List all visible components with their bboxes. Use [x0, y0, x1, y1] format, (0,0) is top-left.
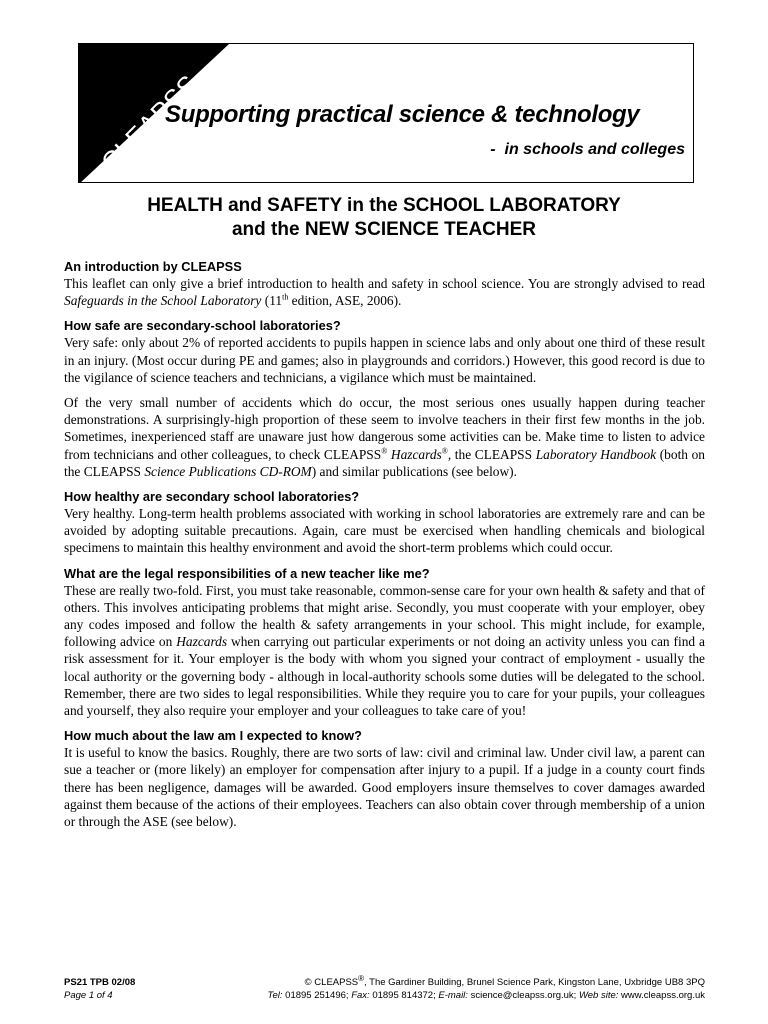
- subtagline: - in schools and colleges: [490, 141, 685, 158]
- footer-left: [64, 976, 135, 1002]
- footer-right: [267, 973, 705, 1002]
- section-heading: How much about the law am I expected to know?: [64, 728, 362, 744]
- document-code: PS21 TPB 02/08: [64, 977, 136, 988]
- section-heading: How safe are secondary-school laboratories?: [64, 318, 341, 334]
- paragraph: Of the very small number of accidents which do occur, the most serious ones usually happen during teacher demonstrations. A surprisingly-high proportion of these seem to involve teachers in their first few months in the job. Sometimes, inexperienced staff are unaware just how dangerous some activities can be. Make time to listen to advice from technicians and other colleagues, to check CLEAPSS® Hazcards®, the CLEAPSS Laboratory Handbook (both on the CLEAPSS Science Publications CD-ROM) and similar publications (see below).: [64, 395, 705, 479]
- paragraph: These are really two-fold. First, you must take reasonable, common-sense care for your own health & safety and that of others. This involves anticipating problems that might arise. Secondly, you must cooperate with your employer, obey any codes imposed and follow the health & safety arrangements in your school. This might include, for example, following advice on Hazcards when carrying out particular experiments or not doing an activity unless you can find a risk assessment for it. Your employer is the body with whom you signed your contract of employment - usually the local authority or the governing body - although in local-authority schools some duties will be delegated to the school. Remember, there are two sides to legal responsibilities. While they require you to care for your pupils, your colleagues and yourself, they also require your employer and your colleagues to take care of you!: [64, 582, 705, 719]
- section-law-knowledge: [64, 727, 705, 830]
- paragraph: Very safe: only about 2% of reported accidents to pupils happen in science labs and only about one third of these result in an injury. (Most occur during PE and games; also in playgrounds and corridors.) However, this good record is due to the vigilance of science teachers and technicians, a vigilance which must be maintained.: [64, 335, 705, 385]
- section-legal-responsibilities: [64, 565, 705, 720]
- paragraph: Very healthy. Long-term health problems associated with working in school laboratories are extremely rare and can be avoided by adopting suitable precautions. Again, care must be exercised when handling chemicals and biological specimens to maintain this healthy environment and avoid the short-term problems which could occur.: [64, 506, 705, 556]
- footer-contact: Tel: 01895 251496; Fax: 01895 814372; E-mail: science@cleapss.org.uk; Web site: www.cleapss.org.uk: [267, 990, 705, 1001]
- paragraph: It is useful to know the basics. Roughly, there are two sorts of law: civil and criminal law. Under civil law, a parent can sue a teacher or (more likely) an employer for compensation after injury to a pupil. If a judge in a county court finds there has been negligence, damages will be awarded. Good employers insure themselves to cover damages awarded against them because of the actions of their employees. Teachers can also obtain cover through membership of a union or through the ASE (see below).: [64, 745, 705, 830]
- section-heading: An introduction by CLEAPSS: [64, 259, 242, 274]
- section-how-healthy: [64, 488, 705, 557]
- page-number: Page 1 of 4: [64, 990, 113, 1001]
- cleapss-logo: CLEAPSS: [95, 68, 204, 178]
- section-heading: What are the legal responsibilities of a new teacher like me?: [64, 565, 430, 581]
- section-heading: How healthy are secondary school laboratories?: [64, 489, 360, 505]
- paragraph: This leaflet can only give a brief introduction to health and safety in school science. You are strongly advised to read Safeguards in the School Laboratory (11th edition, ASE, 2006).: [64, 276, 705, 309]
- footer-address: © CLEAPSS®, The Gardiner Building, Brunel Science Park, Kingston Lane, Uxbridge UB8 3PQ: [304, 973, 705, 988]
- document-title-line-2: and the NEW SCIENCE TEACHER: [231, 219, 537, 240]
- section-how-safe: [64, 317, 705, 480]
- document-title-line-1: HEALTH and SAFETY in the SCHOOL LABORATORY: [147, 195, 621, 216]
- header-banner: [78, 43, 694, 183]
- tagline: Supporting practical science & technology: [165, 101, 640, 128]
- section-introduction: [64, 258, 705, 309]
- document-body: [64, 258, 705, 838]
